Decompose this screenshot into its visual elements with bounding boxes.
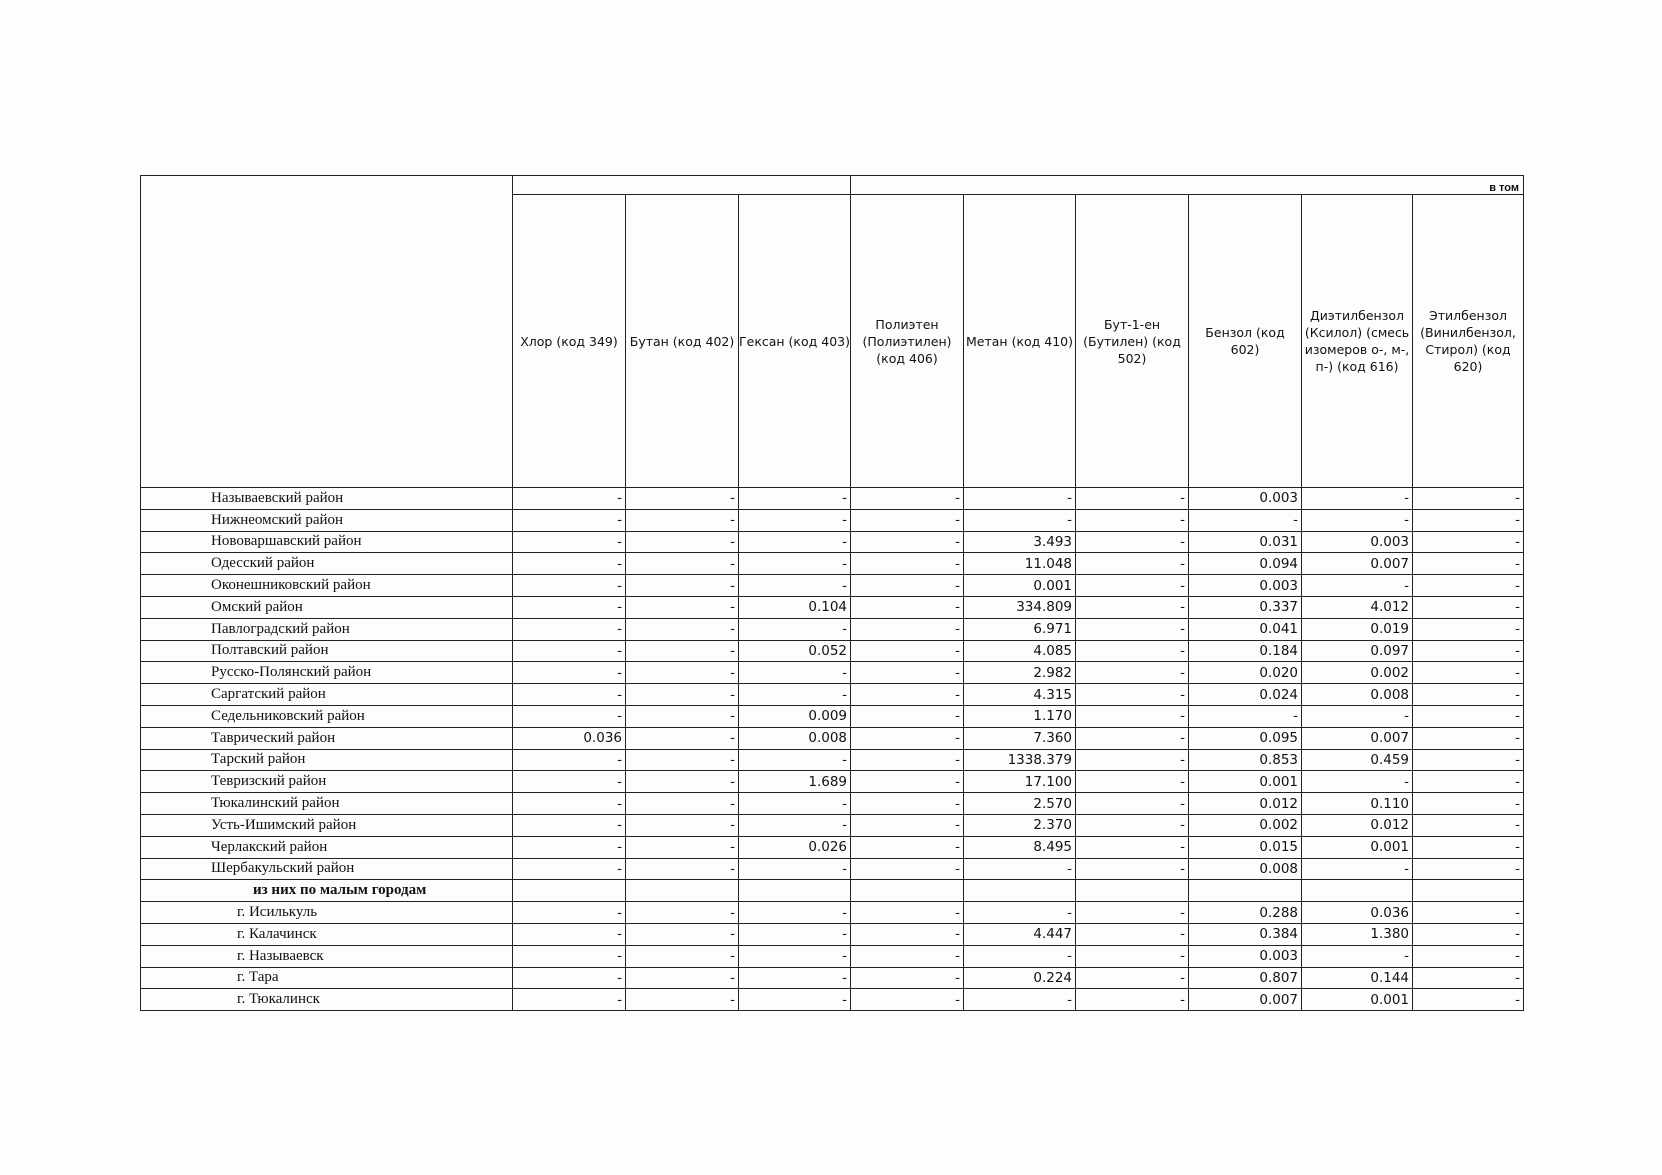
table-cell: - bbox=[1302, 771, 1413, 793]
table-cell bbox=[739, 880, 851, 902]
table-cell: - bbox=[513, 858, 626, 880]
table-cell: - bbox=[626, 705, 739, 727]
table-cell: - bbox=[626, 727, 739, 749]
header-corner-cell bbox=[141, 176, 513, 488]
table-cell bbox=[851, 880, 964, 902]
table-cell: 0.012 bbox=[1189, 793, 1302, 815]
column-header: Бутан (код 402) bbox=[626, 195, 739, 488]
table-cell: 3.493 bbox=[964, 531, 1076, 553]
column-header: Бут-1-ен (Бутилен) (код 502) bbox=[1076, 195, 1189, 488]
table-row bbox=[141, 814, 1524, 836]
table-cell: - bbox=[1413, 749, 1524, 771]
row-label: Усть-Ишимский район bbox=[141, 814, 513, 836]
row-label: г. Тара bbox=[141, 967, 513, 989]
table-cell: - bbox=[851, 967, 964, 989]
table-row bbox=[141, 880, 1524, 902]
table-cell: 0.384 bbox=[1189, 923, 1302, 945]
table-cell: - bbox=[1076, 836, 1189, 858]
table-cell: - bbox=[626, 488, 739, 510]
table-cell: - bbox=[739, 749, 851, 771]
table-cell: 2.570 bbox=[964, 793, 1076, 815]
table-cell: - bbox=[1413, 531, 1524, 553]
table-cell: - bbox=[851, 771, 964, 793]
table-cell: - bbox=[739, 793, 851, 815]
table-cell: - bbox=[1302, 509, 1413, 531]
table-cell: 0.002 bbox=[1189, 814, 1302, 836]
table-cell: - bbox=[851, 488, 964, 510]
table-cell: - bbox=[851, 749, 964, 771]
table-cell: - bbox=[626, 902, 739, 924]
table-cell: - bbox=[513, 836, 626, 858]
table-row bbox=[141, 553, 1524, 575]
table-cell: - bbox=[964, 945, 1076, 967]
table-cell: 0.019 bbox=[1302, 618, 1413, 640]
table-cell: - bbox=[513, 945, 626, 967]
table-cell: - bbox=[1413, 814, 1524, 836]
table-cell: 0.015 bbox=[1189, 836, 1302, 858]
table-cell: - bbox=[513, 531, 626, 553]
table-cell: 0.031 bbox=[1189, 531, 1302, 553]
table-cell: - bbox=[739, 575, 851, 597]
table-cell: - bbox=[626, 836, 739, 858]
row-label: из них по малым городам bbox=[141, 880, 513, 902]
table-cell: 4.315 bbox=[964, 684, 1076, 706]
row-label: Тюкалинский район bbox=[141, 793, 513, 815]
row-label: Саргатский район bbox=[141, 684, 513, 706]
table-row bbox=[141, 836, 1524, 858]
row-label: Называевский район bbox=[141, 488, 513, 510]
table-cell: - bbox=[1076, 793, 1189, 815]
table-cell: - bbox=[1413, 967, 1524, 989]
table-cell: - bbox=[851, 596, 964, 618]
table-cell: - bbox=[1413, 923, 1524, 945]
table-cell: - bbox=[626, 509, 739, 531]
table-cell: - bbox=[1413, 836, 1524, 858]
table-cell: - bbox=[1413, 771, 1524, 793]
row-label: Таврический район bbox=[141, 727, 513, 749]
table-cell: 0.184 bbox=[1189, 640, 1302, 662]
table-row bbox=[141, 509, 1524, 531]
table-cell: 0.094 bbox=[1189, 553, 1302, 575]
table-row bbox=[141, 705, 1524, 727]
table-cell: 0.001 bbox=[964, 575, 1076, 597]
table-cell: - bbox=[1413, 553, 1524, 575]
table-cell: - bbox=[513, 814, 626, 836]
table-cell: - bbox=[1076, 531, 1189, 553]
table-cell: 4.447 bbox=[964, 923, 1076, 945]
table-cell: 0.104 bbox=[739, 596, 851, 618]
table-row bbox=[141, 684, 1524, 706]
table-cell: - bbox=[1413, 902, 1524, 924]
table-cell: - bbox=[964, 488, 1076, 510]
table-cell: - bbox=[1413, 640, 1524, 662]
table-cell: - bbox=[626, 531, 739, 553]
column-header: Гексан (код 403) bbox=[739, 195, 851, 488]
table-cell: 0.001 bbox=[1302, 989, 1413, 1011]
table-row bbox=[141, 858, 1524, 880]
table-cell: 1.380 bbox=[1302, 923, 1413, 945]
table-cell: - bbox=[1413, 945, 1524, 967]
table-cell: - bbox=[739, 945, 851, 967]
table-cell: - bbox=[1413, 858, 1524, 880]
table-cell: 0.144 bbox=[1302, 967, 1413, 989]
table-cell: - bbox=[851, 814, 964, 836]
table-cell: - bbox=[1189, 705, 1302, 727]
table-cell: - bbox=[513, 793, 626, 815]
table-cell: - bbox=[739, 488, 851, 510]
table-cell: - bbox=[739, 989, 851, 1011]
row-label: г. Тюкалинск bbox=[141, 989, 513, 1011]
table-cell: 11.048 bbox=[964, 553, 1076, 575]
table-cell: - bbox=[513, 575, 626, 597]
table-cell: 0.009 bbox=[739, 705, 851, 727]
table-cell: - bbox=[851, 945, 964, 967]
row-label: Тарский район bbox=[141, 749, 513, 771]
row-label: г. Калачинск bbox=[141, 923, 513, 945]
table-row bbox=[141, 793, 1524, 815]
table-row bbox=[141, 902, 1524, 924]
table-cell: - bbox=[739, 814, 851, 836]
table-cell: 4.012 bbox=[1302, 596, 1413, 618]
column-header: Полиэтен (Полиэтилен) (код 406) bbox=[851, 195, 964, 488]
table-row bbox=[141, 945, 1524, 967]
header-group-left bbox=[513, 176, 851, 195]
row-label: Нижнеомский район bbox=[141, 509, 513, 531]
row-label: Седельниковский район bbox=[141, 705, 513, 727]
table-cell: - bbox=[739, 618, 851, 640]
table-cell: 7.360 bbox=[964, 727, 1076, 749]
table-cell: 1338.379 bbox=[964, 749, 1076, 771]
table-row bbox=[141, 662, 1524, 684]
table-cell: 0.020 bbox=[1189, 662, 1302, 684]
row-label: г. Называевск bbox=[141, 945, 513, 967]
table-cell bbox=[1302, 880, 1413, 902]
row-label: Шербакульский район bbox=[141, 858, 513, 880]
table-cell: 0.026 bbox=[739, 836, 851, 858]
table-cell: 17.100 bbox=[964, 771, 1076, 793]
table-cell: 0.003 bbox=[1189, 488, 1302, 510]
column-header: Хлор (код 349) bbox=[513, 195, 626, 488]
row-label: Оконешниковский район bbox=[141, 575, 513, 597]
table-cell: - bbox=[626, 596, 739, 618]
table-cell: - bbox=[1189, 509, 1302, 531]
table-cell: - bbox=[1076, 684, 1189, 706]
table-cell: - bbox=[1076, 640, 1189, 662]
table-cell: - bbox=[626, 858, 739, 880]
table-cell: - bbox=[626, 814, 739, 836]
table-cell: - bbox=[851, 705, 964, 727]
table-cell: 0.002 bbox=[1302, 662, 1413, 684]
table-row bbox=[141, 596, 1524, 618]
table-cell: - bbox=[851, 858, 964, 880]
row-label: Омский район bbox=[141, 596, 513, 618]
table-cell: - bbox=[626, 923, 739, 945]
table-cell: - bbox=[626, 771, 739, 793]
table-cell: - bbox=[851, 509, 964, 531]
table-cell: - bbox=[739, 662, 851, 684]
table-cell: 1.170 bbox=[964, 705, 1076, 727]
table-row bbox=[141, 640, 1524, 662]
table-row bbox=[141, 727, 1524, 749]
table-cell: - bbox=[851, 836, 964, 858]
table-cell: 2.370 bbox=[964, 814, 1076, 836]
column-header: Метан (код 410) bbox=[964, 195, 1076, 488]
table-cell: - bbox=[1076, 509, 1189, 531]
table-cell: - bbox=[964, 509, 1076, 531]
table-cell: - bbox=[1076, 662, 1189, 684]
table-cell: - bbox=[1076, 967, 1189, 989]
table-cell: - bbox=[739, 553, 851, 575]
table-cell: - bbox=[1413, 618, 1524, 640]
table-cell: - bbox=[513, 596, 626, 618]
table-row bbox=[141, 771, 1524, 793]
row-label: Русско-Полянский район bbox=[141, 662, 513, 684]
table-cell: - bbox=[513, 662, 626, 684]
table-cell: - bbox=[851, 640, 964, 662]
table-cell: - bbox=[1413, 488, 1524, 510]
table-cell: 0.095 bbox=[1189, 727, 1302, 749]
table-cell: - bbox=[626, 749, 739, 771]
table-cell: - bbox=[1302, 945, 1413, 967]
table-cell: - bbox=[1076, 596, 1189, 618]
emissions-table bbox=[140, 175, 1524, 1011]
table-cell: 4.085 bbox=[964, 640, 1076, 662]
table-cell: 0.224 bbox=[964, 967, 1076, 989]
table-cell: 0.036 bbox=[1302, 902, 1413, 924]
table-cell: - bbox=[1413, 705, 1524, 727]
table-cell: - bbox=[1413, 509, 1524, 531]
column-header: Этилбензол (Винилбензол, Стирол) (код 620) bbox=[1413, 195, 1524, 488]
table-cell: - bbox=[1076, 488, 1189, 510]
table-row bbox=[141, 531, 1524, 553]
table-cell: - bbox=[739, 902, 851, 924]
table-cell: - bbox=[626, 684, 739, 706]
table-cell: - bbox=[513, 989, 626, 1011]
table-cell: - bbox=[513, 640, 626, 662]
table-cell: - bbox=[1076, 749, 1189, 771]
table-cell: 0.012 bbox=[1302, 814, 1413, 836]
table-cell: - bbox=[964, 902, 1076, 924]
table-cell: - bbox=[1302, 858, 1413, 880]
table-cell: 0.052 bbox=[739, 640, 851, 662]
table-cell bbox=[626, 880, 739, 902]
table-cell: - bbox=[851, 684, 964, 706]
table-cell: - bbox=[513, 902, 626, 924]
table-cell: - bbox=[851, 793, 964, 815]
table-cell: - bbox=[1413, 662, 1524, 684]
table-cell: - bbox=[1413, 596, 1524, 618]
table-cell: - bbox=[851, 902, 964, 924]
column-header: Бензол (код 602) bbox=[1189, 195, 1302, 488]
table-cell: - bbox=[513, 509, 626, 531]
table-cell: - bbox=[739, 509, 851, 531]
table-cell bbox=[1189, 880, 1302, 902]
table-cell: 0.003 bbox=[1302, 531, 1413, 553]
row-label: Павлоградский район bbox=[141, 618, 513, 640]
table-cell: - bbox=[739, 923, 851, 945]
header-v-tom: в том bbox=[851, 176, 1524, 195]
table-cell: - bbox=[626, 989, 739, 1011]
table-cell: - bbox=[1076, 814, 1189, 836]
table-cell: 0.807 bbox=[1189, 967, 1302, 989]
row-label: г. Исилькуль bbox=[141, 902, 513, 924]
table-cell: - bbox=[851, 531, 964, 553]
table-cell: 0.007 bbox=[1189, 989, 1302, 1011]
table-cell: - bbox=[626, 640, 739, 662]
table-cell: 0.337 bbox=[1189, 596, 1302, 618]
table-cell: - bbox=[1076, 989, 1189, 1011]
table-cell: 0.097 bbox=[1302, 640, 1413, 662]
table-cell: - bbox=[1076, 727, 1189, 749]
table-cell: 334.809 bbox=[964, 596, 1076, 618]
table-cell: - bbox=[739, 858, 851, 880]
table-cell: 0.036 bbox=[513, 727, 626, 749]
table-cell: - bbox=[513, 553, 626, 575]
table-cell: - bbox=[1076, 553, 1189, 575]
table-cell: - bbox=[513, 618, 626, 640]
table-cell: - bbox=[513, 749, 626, 771]
table-cell: - bbox=[739, 531, 851, 553]
table-cell: - bbox=[1076, 618, 1189, 640]
table-cell: - bbox=[964, 989, 1076, 1011]
table-cell: - bbox=[851, 727, 964, 749]
table-cell bbox=[1076, 880, 1189, 902]
table-cell: - bbox=[513, 488, 626, 510]
table-cell: 0.008 bbox=[739, 727, 851, 749]
table-cell: 0.003 bbox=[1189, 575, 1302, 597]
column-header: Диэтилбензол (Ксилол) (смесь изомеров о-, м-, п-) (код 616) bbox=[1302, 195, 1413, 488]
table-row bbox=[141, 488, 1524, 510]
table-cell: 6.971 bbox=[964, 618, 1076, 640]
table-cell: - bbox=[851, 575, 964, 597]
table-cell: 0.003 bbox=[1189, 945, 1302, 967]
table-cell bbox=[1413, 880, 1524, 902]
table-cell: - bbox=[626, 967, 739, 989]
table-cell: - bbox=[1413, 727, 1524, 749]
table-cell: 0.024 bbox=[1189, 684, 1302, 706]
table-cell: - bbox=[1076, 945, 1189, 967]
row-label: Тевризский район bbox=[141, 771, 513, 793]
table-cell: - bbox=[626, 553, 739, 575]
table-cell: - bbox=[1302, 705, 1413, 727]
table-cell: 0.288 bbox=[1189, 902, 1302, 924]
table-cell: 0.007 bbox=[1302, 727, 1413, 749]
table-cell: 0.459 bbox=[1302, 749, 1413, 771]
table-cell: 0.001 bbox=[1302, 836, 1413, 858]
table-cell: - bbox=[513, 705, 626, 727]
table-row bbox=[141, 923, 1524, 945]
table-cell: - bbox=[1076, 858, 1189, 880]
table-cell: 0.853 bbox=[1189, 749, 1302, 771]
table-cell: - bbox=[626, 662, 739, 684]
table-cell: - bbox=[851, 923, 964, 945]
table-cell: - bbox=[626, 945, 739, 967]
table-cell: - bbox=[513, 684, 626, 706]
table-cell: - bbox=[626, 793, 739, 815]
table-cell: - bbox=[1302, 575, 1413, 597]
table-cell: 1.689 bbox=[739, 771, 851, 793]
table-cell bbox=[513, 880, 626, 902]
table-cell: - bbox=[513, 771, 626, 793]
table-cell: - bbox=[1076, 771, 1189, 793]
table-cell: - bbox=[1076, 575, 1189, 597]
table-cell: 0.110 bbox=[1302, 793, 1413, 815]
table-cell: - bbox=[851, 662, 964, 684]
table-cell: - bbox=[851, 553, 964, 575]
table-row bbox=[141, 575, 1524, 597]
row-label: Одесский район bbox=[141, 553, 513, 575]
table-cell: - bbox=[1413, 575, 1524, 597]
row-label: Нововаршавский район bbox=[141, 531, 513, 553]
table-cell: - bbox=[739, 967, 851, 989]
table-cell: 0.007 bbox=[1302, 553, 1413, 575]
table-cell: 0.008 bbox=[1189, 858, 1302, 880]
table-cell: - bbox=[513, 923, 626, 945]
table-cell: - bbox=[513, 967, 626, 989]
table-cell: - bbox=[851, 989, 964, 1011]
table-row bbox=[141, 618, 1524, 640]
table-cell: 8.495 bbox=[964, 836, 1076, 858]
table-cell: - bbox=[1302, 488, 1413, 510]
table-cell: - bbox=[1413, 793, 1524, 815]
table-cell: 2.982 bbox=[964, 662, 1076, 684]
table-cell: 0.001 bbox=[1189, 771, 1302, 793]
table-cell: - bbox=[1076, 705, 1189, 727]
table-row bbox=[141, 989, 1524, 1011]
table-cell: - bbox=[964, 858, 1076, 880]
table-cell: 0.008 bbox=[1302, 684, 1413, 706]
table-cell: 0.041 bbox=[1189, 618, 1302, 640]
table-cell: - bbox=[739, 684, 851, 706]
table-body bbox=[141, 488, 1524, 1011]
table-cell bbox=[964, 880, 1076, 902]
table-cell: - bbox=[626, 618, 739, 640]
table-cell: - bbox=[1076, 923, 1189, 945]
table-cell: - bbox=[1076, 902, 1189, 924]
row-label: Полтавский район bbox=[141, 640, 513, 662]
table-cell: - bbox=[1413, 989, 1524, 1011]
table-row bbox=[141, 967, 1524, 989]
table-cell: - bbox=[626, 575, 739, 597]
table-cell: - bbox=[1413, 684, 1524, 706]
table-cell: - bbox=[851, 618, 964, 640]
row-label: Черлакский район bbox=[141, 836, 513, 858]
table-row bbox=[141, 749, 1524, 771]
